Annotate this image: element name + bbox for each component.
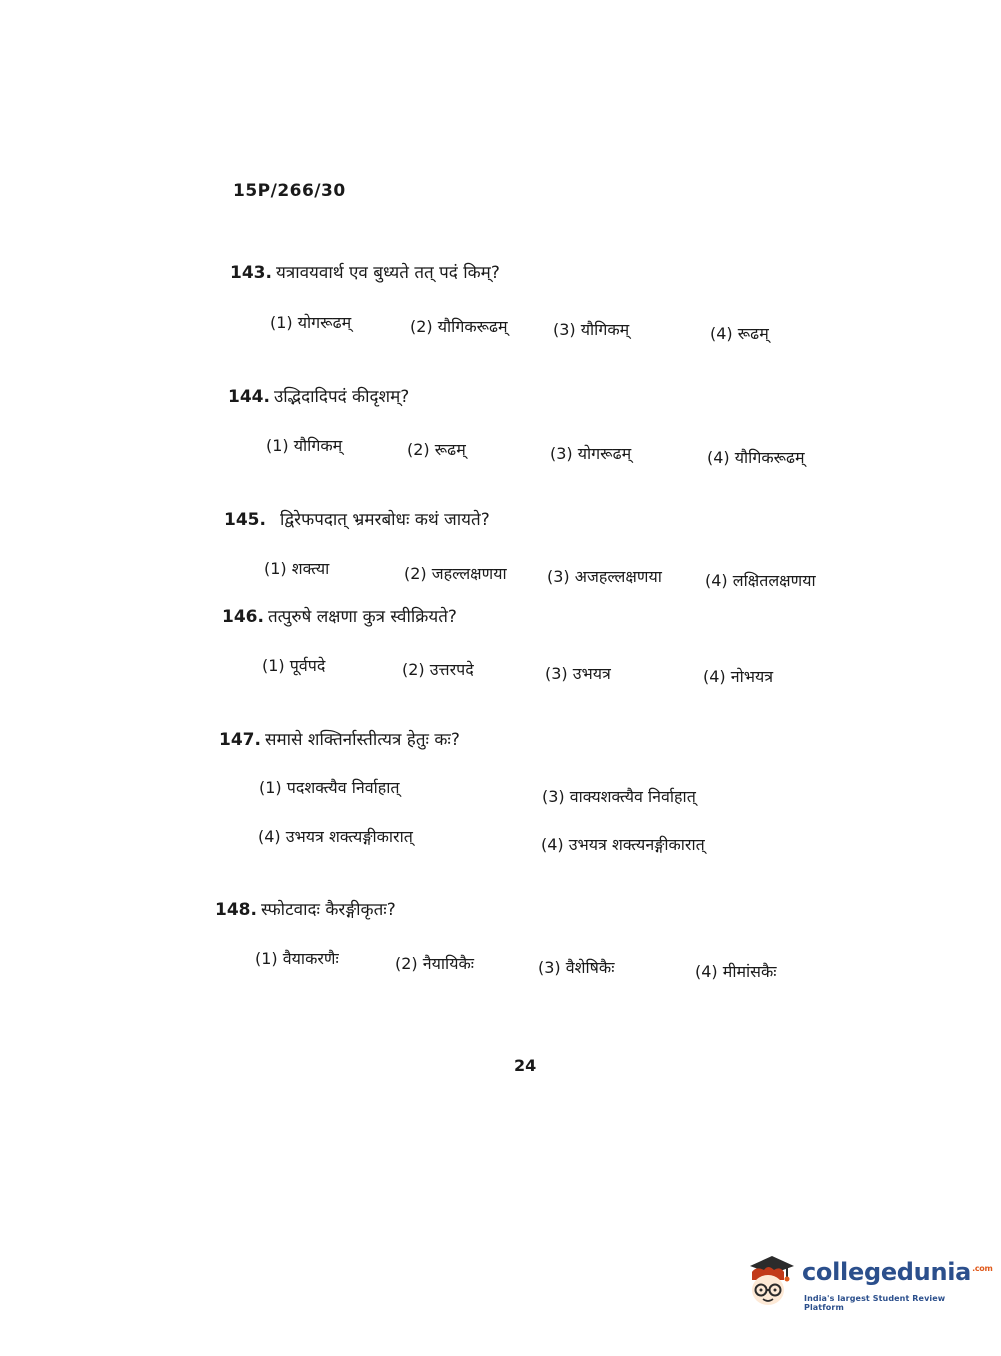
question-143 — [230, 260, 500, 283]
option-147-4: (4) उभयत्र शक्त्यनङ्गीकारात् — [541, 835, 705, 854]
question-144 — [228, 384, 409, 407]
option-144-2: (2) रूढम् — [407, 440, 466, 459]
logo-wordmark — [802, 1258, 993, 1286]
option-144-4: (4) यौगिकरूढम् — [707, 448, 805, 467]
option-144-1: (1) यौगिकम् — [266, 436, 343, 455]
question-text: स्फोटवादः कैरङ्गीकृतः? — [260, 900, 396, 920]
logo-brand-text: collegedunia — [802, 1258, 972, 1286]
option-145-4: (4) लक्षितलक्षणया — [705, 571, 816, 590]
option-146-3: (3) उभयत्र — [545, 664, 611, 683]
option-146-1: (1) पूर्वपदे — [262, 656, 326, 675]
option-147-3: (4) उभयत्र शक्त्यङ्गीकारात् — [258, 827, 413, 846]
question-number: 146. — [222, 607, 264, 627]
option-145-2: (2) जहल्लक्षणया — [404, 564, 507, 583]
question-number: 148. — [215, 900, 257, 920]
option-143-4: (4) रूढम् — [710, 324, 769, 343]
question-146 — [222, 604, 457, 627]
logo-tagline: India's largest Student Review Platform — [804, 1294, 946, 1312]
option-143-3: (3) यौगिकम् — [553, 320, 630, 339]
option-147-2: (3) वाक्यशक्त्यैव निर्वाहात् — [542, 787, 696, 806]
logo-dotcom: .com — [972, 1264, 993, 1273]
option-148-3: (3) वैशेषिकैः — [538, 958, 615, 977]
option-148-2: (2) नैयायिकैः — [395, 954, 474, 973]
option-146-2: (2) उत्तरपदे — [402, 660, 474, 679]
mascot-icon — [742, 1252, 798, 1310]
option-148-4: (4) मीमांसकैः — [695, 962, 777, 981]
option-143-1: (1) योगरूढम् — [270, 313, 352, 332]
option-145-1: (1) शक्त्या — [264, 559, 330, 578]
question-number: 145. — [224, 510, 266, 530]
question-text: उद्भिदादिपदं कीदृशम्? — [273, 387, 410, 407]
collegedunia-logo — [742, 1248, 993, 1318]
question-text: यत्रावयवार्थ एव बुध्यते तत् पदं किम्? — [275, 263, 500, 283]
option-146-4: (4) नोभयत्र — [703, 667, 774, 686]
option-143-2: (2) यौगिकरूढम् — [410, 317, 508, 336]
option-144-3: (3) योगरूढम् — [550, 444, 632, 463]
question-145 — [224, 507, 490, 530]
question-text: द्विरेफपदात् भ्रमरबोधः कथं जायते? — [279, 510, 490, 530]
question-number: 143. — [230, 263, 272, 283]
question-148 — [215, 897, 396, 920]
question-text: तत्पुरुषे लक्षणा कुत्र स्वीक्रियते? — [267, 607, 457, 627]
paper-code: 15P/266/30 — [233, 181, 346, 201]
question-number: 144. — [228, 387, 270, 407]
option-148-1: (1) वैयाकरणैः — [255, 949, 339, 968]
option-147-1: (1) पदशक्त्यैव निर्वाहात् — [259, 778, 400, 797]
question-number: 147. — [219, 730, 261, 750]
question-text: समासे शक्तिर्नास्तीत्यत्र हेतुः कः? — [264, 730, 460, 750]
question-147 — [219, 727, 460, 750]
page-number: 24 — [514, 1056, 537, 1075]
option-145-3: (3) अजहल्लक्षणया — [547, 567, 662, 586]
